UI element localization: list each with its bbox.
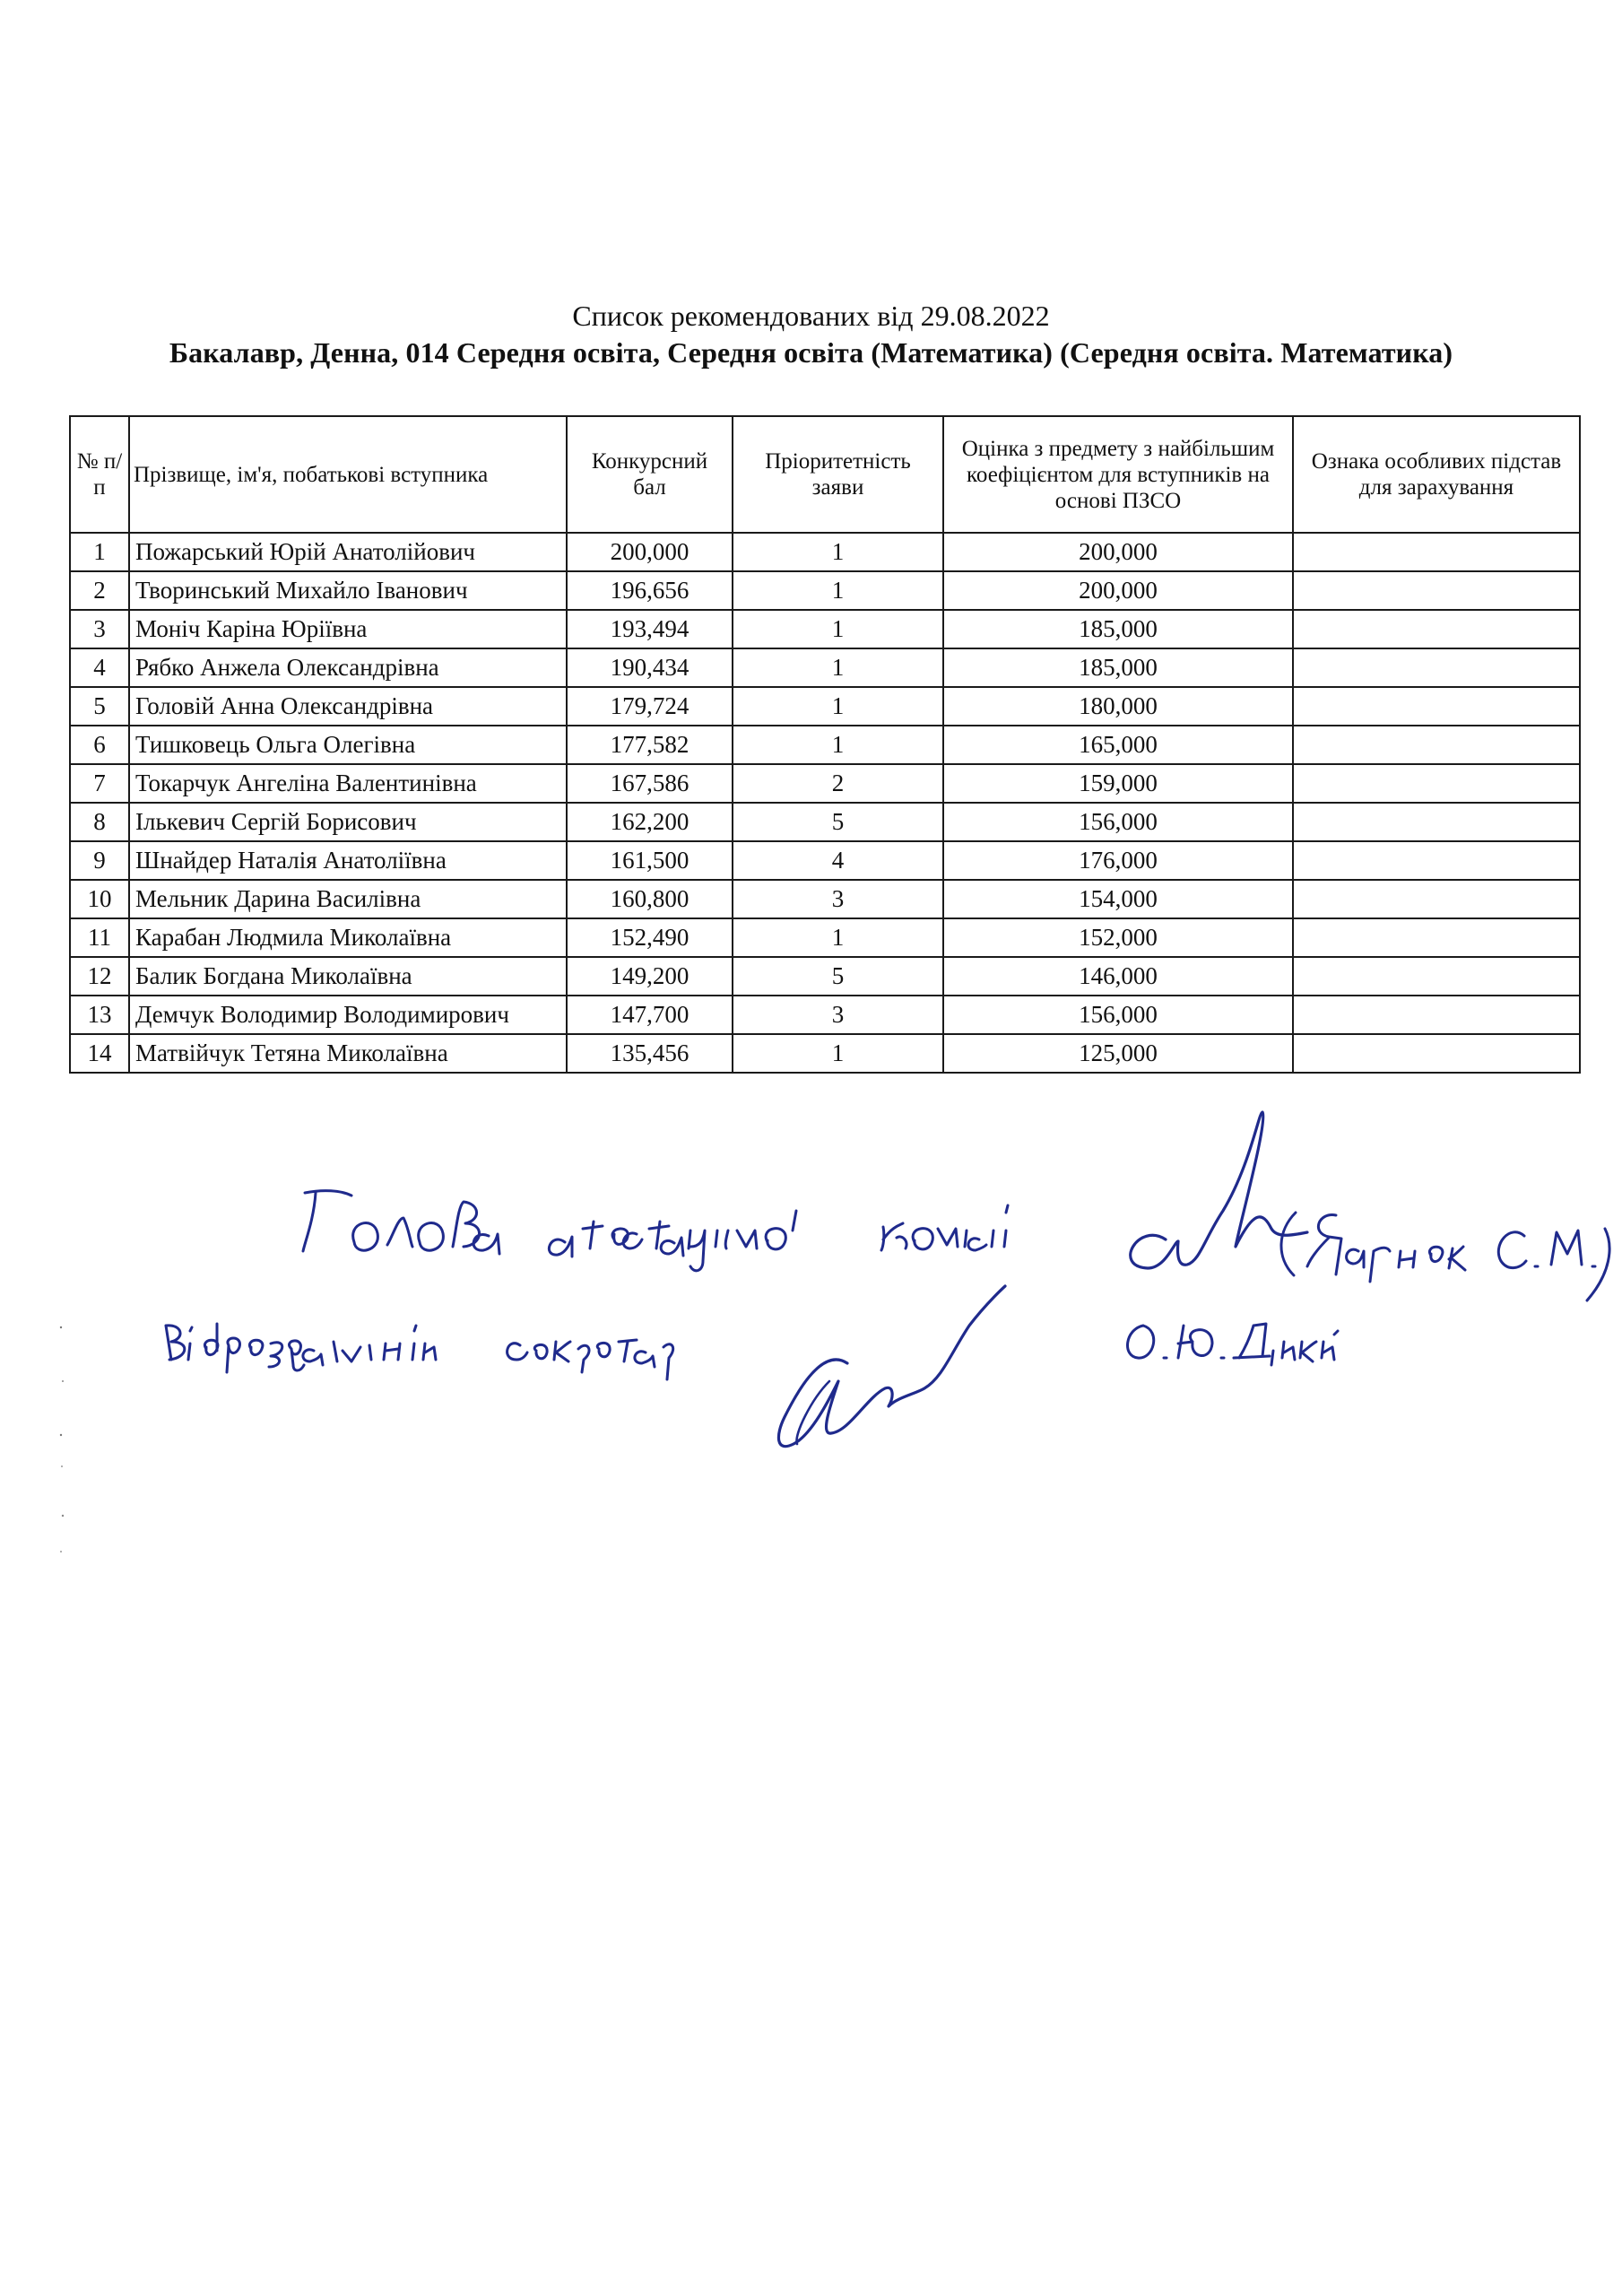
document-title: Список рекомендованих від 29.08.2022 [572,300,1050,332]
header-name: Прізвище, ім'я, побатькові вступника [129,416,567,533]
cell-application-priority: 1 [733,687,943,726]
cell-subject-grade: 154,000 [943,880,1293,918]
cell-application-priority: 2 [733,764,943,803]
header-subject-grade: Оцінка з предмету з найбільшим коефіцієнтом для вступників на основі ПЗСО [943,416,1293,533]
table-row [70,571,1580,610]
cell-row-number: 13 [70,996,129,1034]
cell-competitive-score: 149,200 [567,957,733,996]
scan-dots-svg [54,1309,72,1578]
cell-special-grounds [1293,957,1580,996]
header-row [70,416,1580,533]
cell-application-priority: 1 [733,918,943,957]
cell-competitive-score: 160,800 [567,880,733,918]
cell-application-priority: 3 [733,996,943,1034]
cell-application-priority: 5 [733,803,943,841]
cell-subject-grade: 165,000 [943,726,1293,764]
cell-subject-grade: 159,000 [943,764,1293,803]
cell-row-number: 9 [70,841,129,880]
cell-application-priority: 1 [733,571,943,610]
cell-applicant-name: Творинський Михайло Іванович [129,571,567,610]
cell-special-grounds [1293,918,1580,957]
cell-competitive-score: 177,582 [567,726,733,764]
cell-application-priority: 1 [733,1034,943,1073]
cell-competitive-score: 179,724 [567,687,733,726]
cell-row-number: 5 [70,687,129,726]
chair-label-handwriting [303,1191,1008,1271]
cell-row-number: 1 [70,533,129,571]
cell-row-number: 12 [70,957,129,996]
cell-competitive-score: 190,434 [567,648,733,687]
table-row [70,880,1580,918]
cell-applicant-name: Пожарський Юрій Анатолійович [129,533,567,571]
cell-subject-grade: 156,000 [943,803,1293,841]
chair-name-handwriting [1281,1213,1609,1300]
cell-applicant-name: Токарчук Ангеліна Валентинівна [129,764,567,803]
recommended-applicants-table [69,415,1581,1074]
table-body [70,533,1580,1073]
cell-applicant-name: Балик Богдана Миколаївна [129,957,567,996]
cell-subject-grade: 180,000 [943,687,1293,726]
cell-special-grounds [1293,1034,1580,1073]
cell-special-grounds [1293,648,1580,687]
table-row [70,726,1580,764]
cell-application-priority: 1 [733,726,943,764]
table-row [70,1034,1580,1073]
cell-competitive-score: 147,700 [567,996,733,1034]
cell-row-number: 10 [70,880,129,918]
cell-special-grounds [1293,610,1580,648]
cell-competitive-score: 162,200 [567,803,733,841]
table-row [70,803,1580,841]
table-row [70,610,1580,648]
header-num: № п/п [70,416,129,533]
cell-applicant-name: Головій Анна Олександрівна [129,687,567,726]
table-row [70,996,1580,1034]
cell-special-grounds [1293,726,1580,764]
cell-competitive-score: 167,586 [567,764,733,803]
cell-row-number: 14 [70,1034,129,1073]
cell-row-number: 2 [70,571,129,610]
cell-row-number: 4 [70,648,129,687]
secretary-name-handwriting [1128,1324,1338,1365]
cell-subject-grade: 200,000 [943,571,1293,610]
table-row [70,764,1580,803]
cell-special-grounds [1293,803,1580,841]
cell-subject-grade: 152,000 [943,918,1293,957]
document-subtitle: Бакалавр, Денна, 014 Середня освіта, Середня освіта (Математика) (Середня освіта. Математика) [169,336,1453,369]
cell-application-priority: 1 [733,610,943,648]
cell-row-number: 7 [70,764,129,803]
cell-applicant-name: Ількевич Сергій Борисович [129,803,567,841]
cell-special-grounds [1293,880,1580,918]
table-row [70,533,1580,571]
cell-competitive-score: 200,000 [567,533,733,571]
cell-application-priority: 5 [733,957,943,996]
table-row [70,957,1580,996]
header-priority: Пріоритетність заяви [733,416,943,533]
header-score: Конкурсний бал [567,416,733,533]
cell-competitive-score: 196,656 [567,571,733,610]
cell-applicant-name: Шнайдер Наталія Анатоліївна [129,841,567,880]
cell-competitive-score: 193,494 [567,610,733,648]
cell-application-priority: 4 [733,841,943,880]
secretary-signature [778,1286,1005,1447]
cell-application-priority: 3 [733,880,943,918]
cell-special-grounds [1293,996,1580,1034]
cell-applicant-name: Тишковець Ольга Олегівна [129,726,567,764]
cell-special-grounds [1293,571,1580,610]
cell-row-number: 8 [70,803,129,841]
table-header [70,416,1580,533]
table-row [70,687,1580,726]
table-row [70,918,1580,957]
cell-special-grounds [1293,687,1580,726]
cell-applicant-name: Карабан Людмила Миколаївна [129,918,567,957]
cell-competitive-score: 135,456 [567,1034,733,1073]
cell-subject-grade: 125,000 [943,1034,1293,1073]
cell-subject-grade: 185,000 [943,610,1293,648]
cell-applicant-name: Матвійчук Тетяна Миколаївна [129,1034,567,1073]
cell-application-priority: 1 [733,533,943,571]
chair-signature [1131,1112,1307,1268]
scan-artifact-dots [54,1309,72,1578]
header-special-grounds: Ознака особливих підстав для зарахування [1293,416,1580,533]
cell-row-number: 3 [70,610,129,648]
table-row [70,648,1580,687]
table-row [70,841,1580,880]
cell-applicant-name: Демчук Володимир Володимирович [129,996,567,1034]
cell-applicant-name: Моніч Каріна Юріївна [129,610,567,648]
cell-special-grounds [1293,841,1580,880]
cell-subject-grade: 176,000 [943,841,1293,880]
cell-subject-grade: 185,000 [943,648,1293,687]
cell-subject-grade: 156,000 [943,996,1293,1034]
cell-special-grounds [1293,533,1580,571]
cell-subject-grade: 146,000 [943,957,1293,996]
secretary-label-handwriting [166,1324,673,1379]
cell-special-grounds [1293,764,1580,803]
cell-row-number: 6 [70,726,129,764]
cell-application-priority: 1 [733,648,943,687]
cell-row-number: 11 [70,918,129,957]
cell-competitive-score: 161,500 [567,841,733,880]
cell-subject-grade: 200,000 [943,533,1293,571]
cell-competitive-score: 152,490 [567,918,733,957]
cell-applicant-name: Рябко Анжела Олександрівна [129,648,567,687]
cell-applicant-name: Мельник Дарина Василівна [129,880,567,918]
